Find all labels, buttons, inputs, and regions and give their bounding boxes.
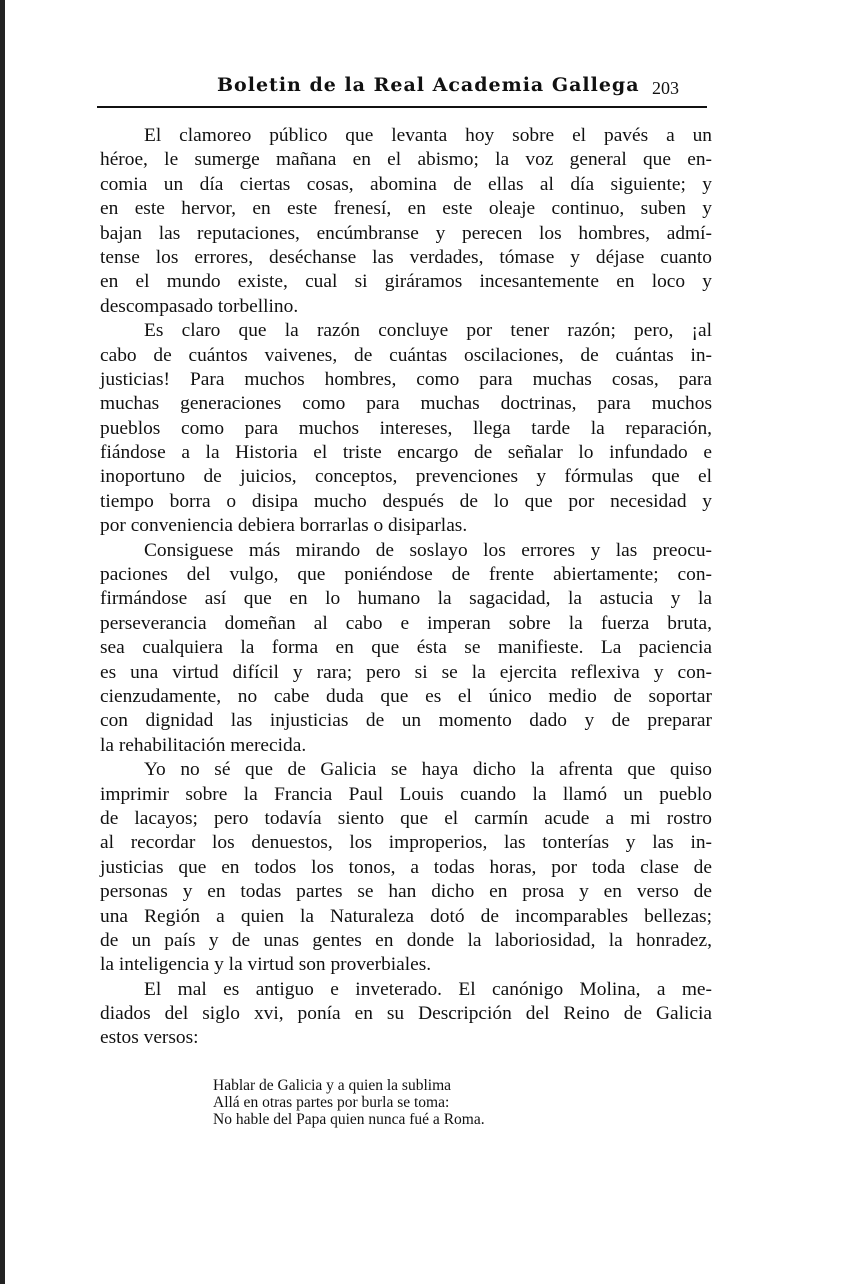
- text-line: bajan las reputaciones, encúmbranse y perecen los hombres, admí-: [100, 222, 712, 244]
- text-line: comia un día ciertas cosas, abomina de ellas al día siguiente; y: [100, 173, 712, 195]
- text-line: El mal es antiguo e inveterado. El canónigo Molina, a me-: [144, 978, 712, 1000]
- text-line: cabo de cuántos vaivenes, de cuántas oscilaciones, de cuántas in-: [100, 344, 712, 366]
- text-line: paciones del vulgo, que poniéndose de frente abiertamente; con-: [100, 564, 712, 586]
- text-line: justicias! Para muchos hombres, como para muchas cosas, para: [100, 368, 712, 390]
- text-line: con dignidad las injusticias de un momento dado y de preparar: [100, 710, 712, 732]
- text-line: de lacayos; pero todavía siento que el carmín acude a mi rostro: [100, 807, 712, 829]
- verse-line: Allá en otras partes por burla se toma:: [213, 1094, 450, 1111]
- paragraph: [100, 124, 712, 319]
- text-line: Yo no sé que de Galicia se haya dicho la afrenta que quiso: [144, 759, 712, 781]
- text-line: tiempo borra o disipa mucho después de lo que por necesidad y: [100, 490, 712, 512]
- text-line: cienzudamente, no cabe duda que es el único medio de soportar: [100, 685, 712, 707]
- text-line: la rehabilitación merecida.: [100, 734, 307, 756]
- text-line: Es claro que la razón concluye por tener razón; pero, ¡al: [144, 320, 712, 342]
- text-line: es una virtud difícil y rara; pero si se la ejercita reflexiva y con-: [100, 661, 712, 683]
- verse-line: Hablar de Galicia y a quien la sublima: [213, 1077, 452, 1094]
- text-line: héroe, le sumerge mañana en el abismo; la voz general que en-: [100, 149, 712, 171]
- text-line: al recordar los denuestos, los improperios, las tonterías y las in-: [100, 832, 712, 854]
- text-line: pueblos como para muchos intereses, llega tarde la reparación,: [100, 417, 712, 439]
- verse-line: No hable del Papa quien nunca fué a Roma.: [213, 1111, 485, 1128]
- text-line: de un país y de unas gentes en donde la laboriosidad, la honradez,: [100, 929, 712, 951]
- text-line: por conveniencia debiera borrarlas o disiparlas.: [100, 515, 468, 537]
- text-line: perseverancia domeñan al cabo e imperan sobre la fuerza bruta,: [100, 612, 712, 634]
- text-line: en este hervor, en este frenesí, en este oleaje continuo, suben y: [100, 198, 712, 220]
- paragraph: [100, 978, 712, 1051]
- header-rule: [97, 106, 707, 108]
- page-number: 203: [652, 78, 679, 98]
- text-line: sea cualquiera la forma en que ésta se manifieste. La paciencia: [100, 637, 712, 659]
- text-line: inoportuno de juicios, conceptos, prevenciones y fórmulas que el: [100, 466, 712, 488]
- text-line: imprimir sobre la Francia Paul Louis cuando la llamó un pueblo: [100, 783, 712, 805]
- text-line: El clamoreo público que levanta hoy sobre el pavés a un: [144, 125, 712, 146]
- text-line: una Región a quien la Naturaleza dotó de incomparables bellezas;: [100, 905, 712, 927]
- paragraph: [100, 758, 712, 978]
- text-line: en el mundo existe, cual si giráramos incesantemente en loco y: [100, 271, 712, 293]
- paragraph: [100, 539, 712, 759]
- text-line: diados del siglo xvi, ponía en su Descripción del Reino de Galicia: [100, 1003, 712, 1025]
- body-text: [100, 124, 712, 1051]
- running-title: Boletin de la Real Academia Gallega: [217, 74, 640, 96]
- scan-edge: [0, 0, 5, 1284]
- text-line: justicias que en todos los tonos, a todas horas, por toda clase de: [100, 856, 712, 878]
- text-line: personas y en todas partes se han dicho en prosa y en verso de: [100, 881, 712, 903]
- paragraph: [100, 319, 712, 539]
- text-line: la inteligencia y la virtud son proverbiales.: [100, 954, 432, 976]
- page-header: [97, 70, 707, 104]
- text-line: firmándose así que en lo humano la sagacidad, la astucia y la: [100, 588, 712, 610]
- text-line: Consiguese más mirando de soslayo los errores y las preocu-: [144, 539, 712, 561]
- text-line: fiándose a la Historia el triste encargo de señalar lo infundado e: [100, 442, 712, 464]
- text-line: tense los errores, deséchanse las verdades, tómase y déjase cuanto: [100, 246, 712, 268]
- text-line: descompasado torbellino.: [100, 295, 299, 317]
- verse-quotation: [213, 1077, 485, 1128]
- text-line: muchas generaciones como para muchas doctrinas, para muchos: [100, 393, 712, 415]
- text-line: estos versos:: [100, 1027, 199, 1049]
